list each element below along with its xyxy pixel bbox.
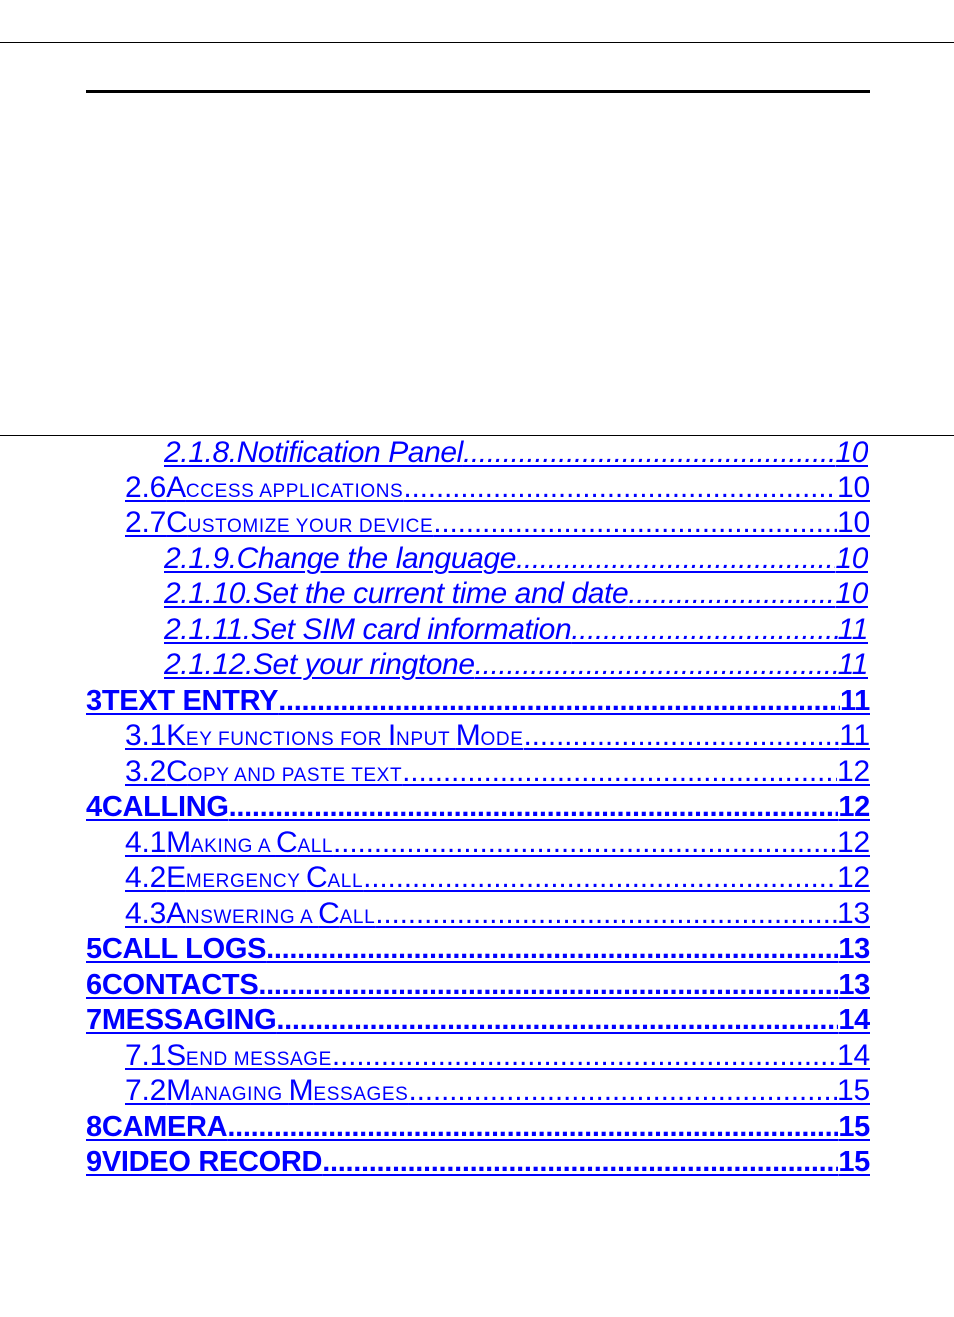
header-rule: [86, 90, 870, 93]
toc-leader: [475, 648, 838, 682]
toc-entry-title: 5CALL LOGS: [86, 933, 267, 965]
toc-entry-4-2[interactable]: [125, 861, 870, 897]
toc-leader: [332, 1039, 837, 1073]
toc-entry-title: 8CAMERA: [86, 1111, 228, 1143]
toc-leader: [408, 1074, 837, 1108]
toc-page-number: 11: [839, 719, 870, 752]
toc-entry-title: 7.2MANAGING MESSAGES: [125, 1074, 409, 1107]
toc-leader: [322, 1145, 838, 1179]
toc-entry-title: 2.1.11.Set SIM card information: [164, 613, 572, 646]
toc-entry-4-1[interactable]: [125, 826, 870, 862]
toc-entry-number: 7.1: [125, 1039, 167, 1072]
toc-entry-3-2[interactable]: [125, 755, 870, 791]
toc-leader: [229, 790, 839, 824]
toc-page-number: 13: [838, 933, 870, 965]
toc-entry-2-1-10[interactable]: [164, 577, 868, 613]
toc-leader: [433, 506, 837, 540]
toc-page-number: 11: [837, 613, 868, 646]
toc-entry-title: 7MESSAGING: [86, 1004, 277, 1036]
toc-page-number: 14: [837, 1039, 870, 1072]
toc-entry-2-1-9[interactable]: [164, 542, 868, 578]
toc-page-number: 10: [835, 542, 868, 575]
toc-page-number: 12: [837, 755, 870, 788]
toc-page-number: 13: [837, 897, 870, 930]
toc-page-number: 12: [837, 861, 870, 894]
toc-entry-number: 2.7: [125, 506, 167, 539]
toc-page-number: 13: [838, 969, 870, 1001]
toc-entry-title: 2.1.8.Notification Panel: [164, 436, 463, 469]
toc-leader: [463, 436, 835, 470]
toc-entry-title: 4CALLING: [86, 791, 229, 823]
toc-leader: [524, 719, 840, 753]
toc-entry-title: 4.2EMERGENCY CALL: [125, 861, 364, 894]
toc-entry-title: 2.1.12.Set your ringtone: [164, 648, 475, 681]
toc-page-number: 15: [838, 1111, 870, 1143]
toc-page-number: 10: [837, 506, 870, 539]
toc-page-number: 11: [837, 648, 868, 681]
toc-leader: [375, 897, 837, 931]
toc-entry-2-1-8[interactable]: [164, 436, 868, 472]
toc-entry-6[interactable]: [86, 968, 870, 1004]
toc-entry-title: 4.3ANSWERING A CALL: [125, 897, 376, 930]
toc-page-number: 10: [835, 577, 868, 610]
toc-entry-title: 2.1.10.Set the current time and date: [164, 577, 629, 610]
toc-leader: [402, 755, 837, 789]
toc-page-number: 14: [838, 1004, 870, 1036]
toc-leader: [276, 1003, 838, 1037]
toc-entry-2-6[interactable]: [125, 471, 870, 507]
toc-entry-2-7[interactable]: [125, 506, 870, 542]
toc-entry-8[interactable]: [86, 1110, 870, 1146]
toc-entry-number: 4.2: [125, 861, 167, 894]
toc-entry-number: 7.2: [125, 1074, 167, 1107]
toc-page-number: 10: [837, 471, 870, 504]
toc-entry-7[interactable]: [86, 1003, 870, 1039]
toc-page-number: 15: [837, 1074, 870, 1107]
toc-entry-title: 7.1SEND MESSAGE: [125, 1039, 332, 1072]
toc-entry-title: 9VIDEO RECORD: [86, 1146, 323, 1178]
toc-page-number: 15: [838, 1146, 870, 1178]
toc-entry-title: 3TEXT ENTRY: [86, 685, 279, 717]
toc-entry-title: 3.2COPY AND PASTE TEXT: [125, 755, 403, 788]
toc-page-number: 12: [838, 791, 870, 823]
toc-entry-3-1[interactable]: [125, 719, 870, 755]
toc-entry-number: 3.2: [125, 755, 167, 788]
toc-leader: [258, 968, 838, 1002]
toc-leader: [363, 861, 837, 895]
toc-page-number: 10: [835, 436, 868, 469]
toc-page-number: 12: [837, 826, 870, 859]
toc-leader: [266, 932, 838, 966]
toc-entry-9[interactable]: [86, 1145, 870, 1181]
toc-entry-title: 4.1MAKING A CALL: [125, 826, 334, 859]
toc-entry-title: 2.6ACCESS APPLICATIONS: [125, 471, 404, 504]
toc-entry-number: 2.6: [125, 471, 167, 504]
toc-page-number: 11: [839, 685, 870, 717]
toc-entry-4[interactable]: [86, 790, 870, 826]
toc-entry-number: 3.1: [125, 719, 167, 752]
toc-leader: [571, 613, 837, 647]
toc-leader: [333, 826, 837, 860]
toc-entry-title: 2.1.9.Change the language: [164, 542, 516, 575]
toc-entry-7-2[interactable]: [125, 1074, 870, 1110]
toc-entry-5[interactable]: [86, 932, 870, 968]
toc-entry-2-1-11[interactable]: [164, 613, 868, 649]
toc-leader: [403, 471, 837, 505]
toc-entry-title: 3.1KEY FUNCTIONS FOR INPUT MODE: [125, 719, 524, 752]
top-divider: [0, 42, 954, 43]
toc-entry-title: 6CONTACTS: [86, 969, 259, 1001]
toc-entry-4-3[interactable]: [125, 897, 870, 933]
toc-leader: [628, 577, 835, 611]
toc-entry-7-1[interactable]: [125, 1039, 870, 1075]
toc-leader: [227, 1110, 838, 1144]
toc-leader: [516, 542, 835, 576]
toc-leader: [278, 684, 840, 718]
toc-entry-number: 4.3: [125, 897, 167, 930]
toc-entry-title: 2.7CUSTOMIZE YOUR DEVICE: [125, 506, 434, 539]
toc-entry-number: 4.1: [125, 826, 167, 859]
toc-entry-2-1-12[interactable]: [164, 648, 868, 684]
toc-entry-3[interactable]: [86, 684, 870, 720]
